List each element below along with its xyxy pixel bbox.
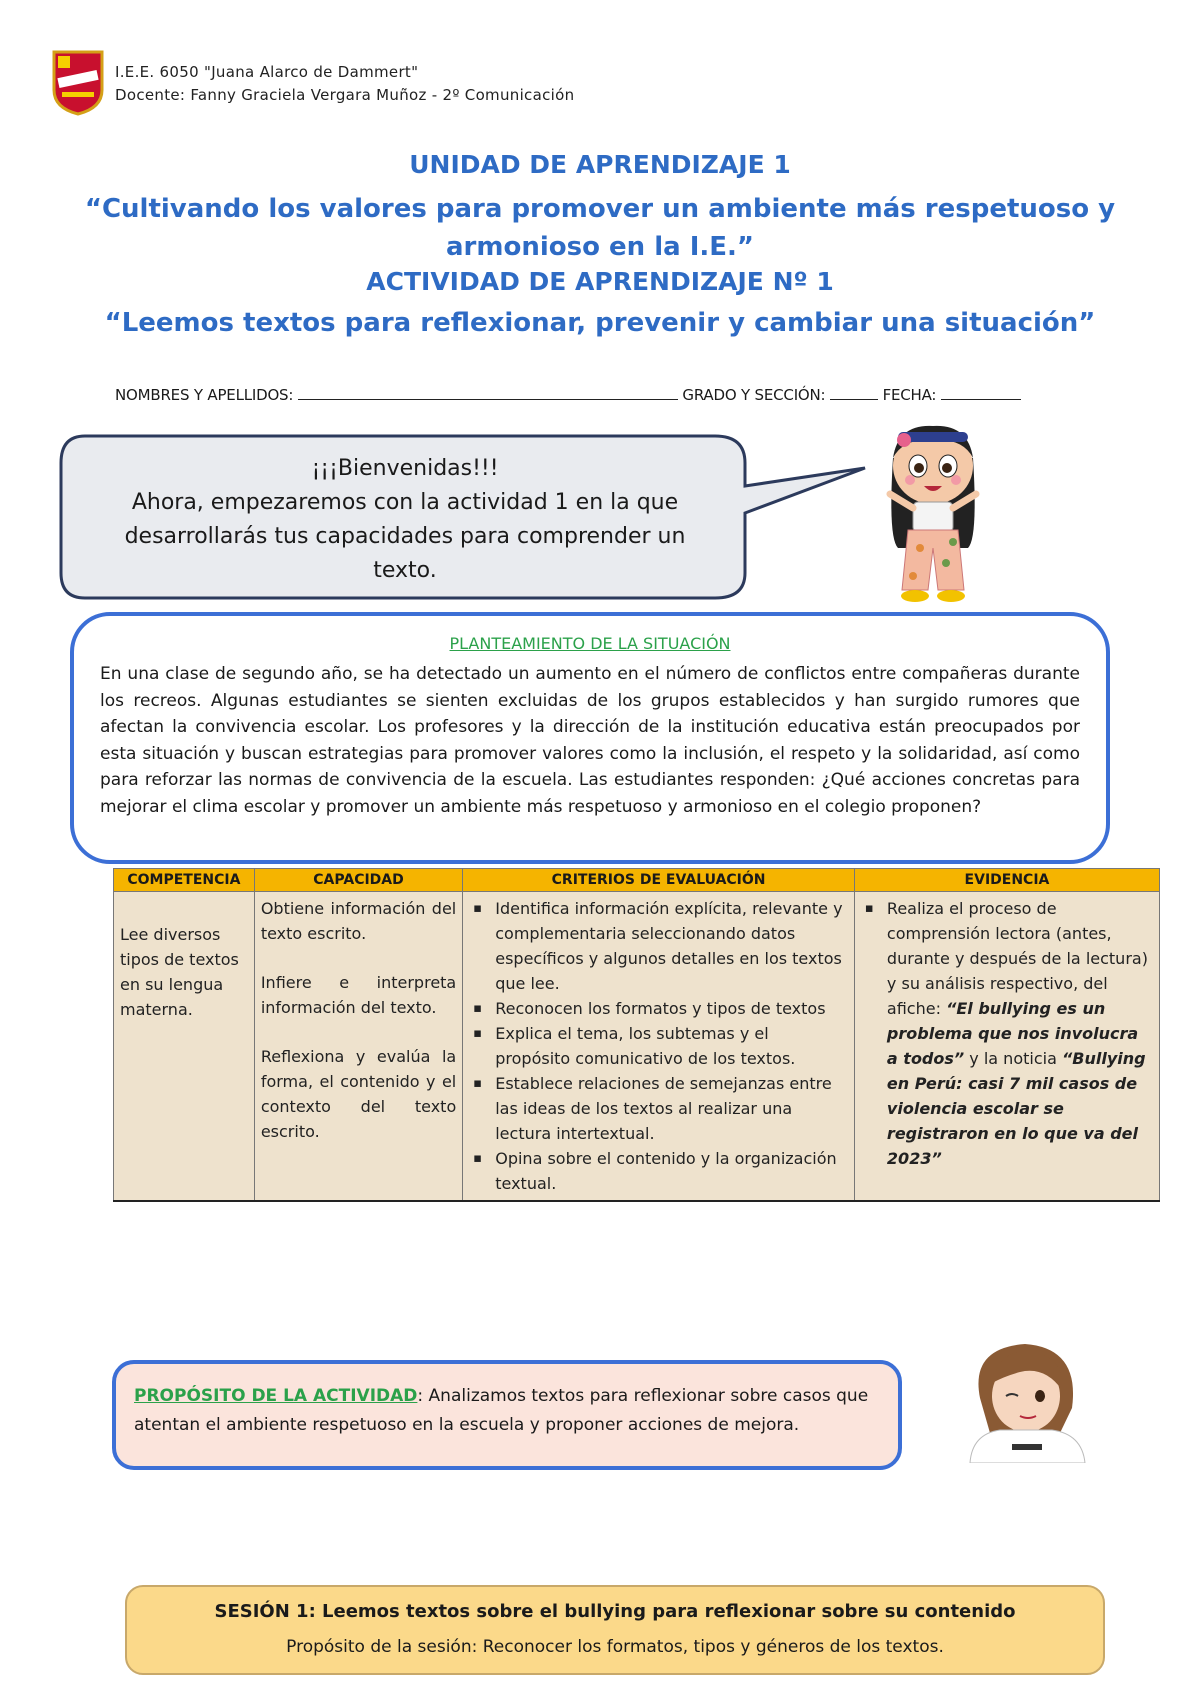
evidencia-item [861, 896, 1153, 1171]
date-label: FECHA: [882, 386, 937, 404]
evidencia-text: Realiza el proceso de comprensión lectora (antes, durante y después de la lectura) y su análisis respectivo, del afiche: [886, 899, 1148, 1018]
criterio-item: ▪ Reconocen los formatos y tipos de textos [469, 996, 848, 1021]
capacidad-cell [254, 892, 462, 1202]
school-crest-logo [50, 50, 106, 116]
situation-body: En una clase de segundo año, se ha detectado un aumento en el número de conflictos entre compañeras durante los recreos. Algunas estudiantes se sienten excluidas de los grupos establecidos y han surgido rumores que afectan la convivencia escolar. Los profesores y la dirección de la institución educativa están preocupados por esta situación y buscan estrategias para promover valores como la inclusión, el respeto y la solidaridad, así como para reforzar las normas de convivencia de la escuela. Las estudiantes responden: ¿Qué acciones concretas para mejorar el clima escolar y promover un ambiente más respetuoso y armonioso en el colegio proponen? [100, 664, 1080, 817]
capacidad-item: Obtiene información del texto escrito. [260, 899, 457, 943]
situation-box [70, 612, 1110, 864]
session-title: SESIÓN 1: Leemos textos sobre el bullying para reflexionar sobre su contenido [214, 1601, 1016, 1622]
cartoon-student-illustration [940, 1338, 1115, 1463]
header-capacidad: CAPACIDAD [254, 869, 462, 892]
grade-field[interactable] [830, 385, 878, 400]
criterio-item: ▪ Opina sobre el contenido y la organización textual. [469, 1146, 848, 1196]
unit-name-line-2: armonioso en la I.E.” [446, 232, 754, 262]
header-evidencia: EVIDENCIA [854, 869, 1159, 892]
header-criterios: CRITERIOS DE EVALUACIÓN [463, 869, 855, 892]
table-row [114, 892, 1160, 1202]
evidencia-noticia: “Bullying en Perú: casi 7 mil casos de violencia escolar se registraron en lo que va del 2023” [886, 1049, 1146, 1168]
bubble-greeting: ¡¡¡Bienvenidas!!! [311, 456, 499, 481]
purpose-text: : Analizamos textos para reflexionar sobre casos que atentan el ambiente respetuoso en la escuela y proponer acciones de mejora. [134, 1386, 869, 1435]
table-header-row [114, 869, 1160, 892]
activity-name: “Leemos textos para reflexionar, prevenir y cambiar una situación” [104, 308, 1096, 338]
date-field[interactable] [941, 385, 1021, 400]
session-box [125, 1585, 1105, 1675]
activity-title: ACTIVIDAD DE APRENDIZAJE Nº 1 [366, 267, 834, 296]
names-field[interactable] [298, 385, 678, 400]
capacidad-item: Reflexiona y evalúa la forma, el contenido y el contexto del texto escrito. [260, 1047, 457, 1141]
header-competencia: COMPETENCIA [114, 869, 255, 892]
criterio-item: ▪ Explica el tema, los subtemas y el propósito comunicativo de los textos. [469, 1021, 848, 1071]
competency-table [113, 868, 1160, 1202]
unit-name [80, 190, 1120, 266]
activity-purpose-box [112, 1360, 902, 1470]
evidencia-connector: y la noticia [964, 1049, 1062, 1068]
unit-title: UNIDAD DE APRENDIZAJE 1 [409, 150, 791, 179]
school-name: I.E.E. 6050 "Juana Alarco de Dammert" [115, 63, 419, 81]
session-purpose: Propósito de la sesión: Reconocer los formatos, tipos y géneros de los textos. [286, 1637, 944, 1657]
purpose-label: PROPÓSITO DE LA ACTIVIDAD [134, 1386, 418, 1406]
cartoon-girl-illustration [868, 418, 998, 606]
situation-title: PLANTEAMIENTO DE LA SITUACIÓN [449, 634, 731, 653]
evidencia-afiche: “El bullying es un problema que nos involucra a todos” [886, 999, 1139, 1068]
criterio-item: ▪ Establece relaciones de semejanzas entre las ideas de los textos al realizar una lectura intertextual. [469, 1071, 848, 1146]
activity-purpose-text [134, 1382, 884, 1440]
capacidad-item: Infiere e interpreta información del texto. [260, 973, 457, 1017]
student-info-line [115, 385, 1075, 404]
bubble-message: Ahora, empezaremos con la actividad 1 en la que desarrollarás tus capacidades para comprender un texto. [124, 490, 686, 583]
unit-name-line-1: “Cultivando los valores para promover un ambiente más respetuoso y [84, 194, 1116, 224]
evidencia-cell [854, 892, 1159, 1202]
names-label: NOMBRES Y APELLIDOS: [115, 386, 294, 404]
grade-label: GRADO Y SECCIÓN: [682, 386, 826, 404]
criterios-cell [463, 892, 855, 1202]
bubble-text [95, 452, 715, 588]
teacher-line: Docente: Fanny Graciela Vergara Muñoz - 2º Comunicación [115, 86, 575, 104]
competencia-cell: Lee diversos tipos de textos en su lengua materna. [114, 892, 255, 1202]
criterio-item: ▪ Identifica información explícita, relevante y complementaria seleccionando datos específicos y algunos detalles en los textos que lee. [469, 896, 848, 996]
